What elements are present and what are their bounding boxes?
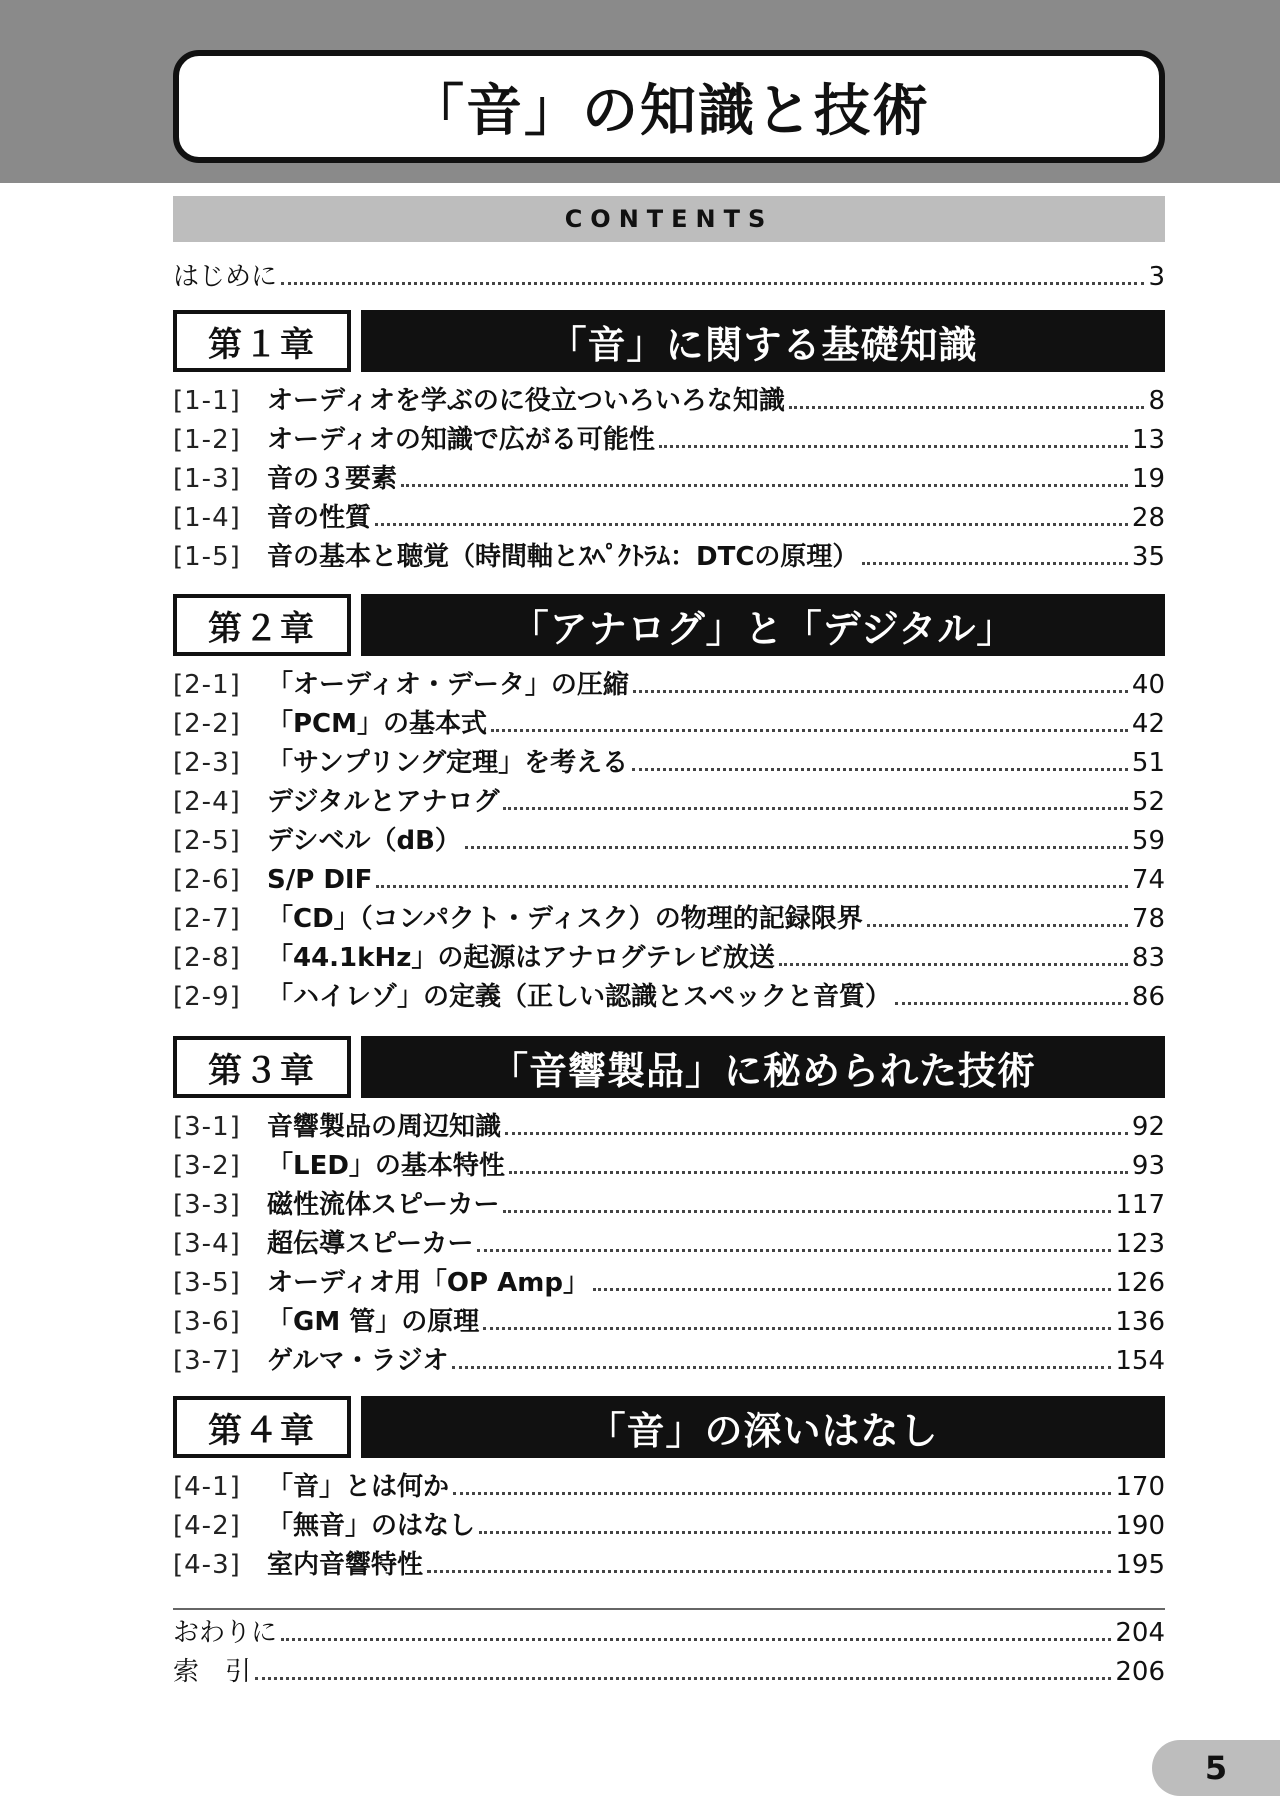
toc-entry[interactable] [173,859,1165,897]
toc-entry-title: デジタルとアナログ [267,787,500,817]
toc-entry[interactable] [173,1106,1165,1144]
toc-entry-title: 室内音響特性 [267,1550,424,1580]
chapter-1-label: 第１章 [173,310,351,372]
toc-entry-page: 28 [1131,503,1165,533]
toc-entry-number: [1-5] [173,542,241,572]
chapter-2-label: 第２章 [173,594,351,656]
toc-entry[interactable] [173,1262,1165,1300]
toc-entry[interactable] [173,820,1165,858]
toc-entry-title: 「ハイレゾ」の定義（正しい認識とスペックと音質） [267,982,892,1012]
dot-leader [376,885,1128,888]
toc-entry[interactable] [173,536,1165,574]
toc-entry-page: 74 [1131,865,1165,895]
toc-entry-title: オーディオを学ぶのに役立ついろいろな知識 [267,386,785,416]
toc-entry[interactable] [173,781,1165,819]
toc-entry-number: [1-3] [173,464,241,494]
dot-leader [633,690,1128,693]
toc-entry-title: S/P DIF [267,865,373,895]
dot-leader [895,1002,1128,1005]
chapter-3-label: 第３章 [173,1036,351,1098]
dot-leader [477,1249,1111,1252]
toc-entry-afterword[interactable] [173,1612,1165,1650]
toc-entry-page: 40 [1131,670,1165,700]
toc-entry-number: [4-2] [173,1511,241,1541]
toc-entry-title: 磁性流体スピーカー [267,1190,500,1220]
chapter-3-title: 「音響製品」に秘められた技術 [361,1036,1165,1098]
page-number: 5 [1204,1749,1228,1787]
toc-entry-title: 索 引 [173,1657,252,1687]
toc-entry-page: 126 [1115,1268,1165,1298]
toc-entry[interactable] [173,742,1165,780]
toc-entry-title: 「サンプリング定理」を考える [267,748,629,778]
toc-entry-title: 音の基本と聴覚（時間軸とｽﾍﾟｸﾄﾗﾑ：DTCの原理） [267,542,859,572]
dot-leader [483,1327,1111,1330]
toc-entry-title: 音の性質 [267,503,372,533]
chapter-1-header [173,310,1165,372]
toc-entry-number: [3-4] [173,1229,241,1259]
page-number-tab [1152,1740,1280,1796]
dot-leader [632,768,1128,771]
toc-entry-page: 51 [1131,748,1165,778]
toc-entry-title: ゲルマ・ラジオ [267,1346,449,1376]
toc-entry-number: [3-7] [173,1346,241,1376]
toc-entry-number: [4-3] [173,1550,241,1580]
toc-entry-number: [3-5] [173,1268,241,1298]
toc-entry-number: [4-1] [173,1472,241,1502]
dot-leader [401,484,1128,487]
chapter-1-title: 「音」に関する基礎知識 [361,310,1165,372]
chapter-3-header [173,1036,1165,1098]
toc-entry-page: 206 [1115,1657,1165,1687]
toc-entry-number: [2-6] [173,865,241,895]
toc-entry-page: 42 [1131,709,1165,739]
dot-leader [505,1132,1128,1135]
toc-entry-number: [2-4] [173,787,241,817]
dot-leader [453,1492,1111,1495]
chapter-2-title: 「アナログ」と「デジタル」 [361,594,1165,656]
toc-entry-title: オーディオ用「OP Amp」 [267,1268,589,1298]
toc-entry[interactable] [173,664,1165,702]
toc-entry[interactable] [173,380,1165,418]
toc-entry-title: 「無音」のはなし [267,1511,476,1541]
toc-entry-page: 136 [1115,1307,1165,1337]
toc-entry-page: 8 [1148,386,1165,416]
dot-leader [281,1638,1111,1641]
toc-entry[interactable] [173,497,1165,535]
dot-leader [255,1677,1111,1680]
toc-entry-page: 3 [1148,262,1165,292]
dot-leader [779,963,1128,966]
toc-entry-page: 83 [1131,943,1165,973]
toc-entry[interactable] [173,937,1165,975]
dot-leader [281,282,1144,285]
toc-entry-number: [2-8] [173,943,241,973]
toc-entry[interactable] [173,1505,1165,1543]
toc-entry-page: 52 [1131,787,1165,817]
toc-entry-page: 59 [1131,826,1165,856]
toc-entry-page: 92 [1131,1112,1165,1142]
dot-leader [503,1210,1111,1213]
toc-entry[interactable] [173,1184,1165,1222]
dot-leader [375,523,1128,526]
toc-entry-title: デシベル（dB） [267,826,461,856]
dot-leader [789,406,1145,409]
toc-entry-page: 170 [1115,1472,1165,1502]
dot-leader [465,846,1128,849]
toc-entry[interactable] [173,1145,1165,1183]
toc-entry-page: 13 [1131,425,1165,455]
toc-entry-title: 「音」とは何か [267,1472,450,1502]
contents-heading: CONTENTS [564,205,774,233]
toc-entry[interactable] [173,1544,1165,1582]
toc-entry-page: 93 [1131,1151,1165,1181]
dot-leader [452,1366,1111,1369]
toc-entry-number: [1-2] [173,425,241,455]
toc-entry-title: 「44.1kHz」の起源はアナログテレビ放送 [267,943,775,973]
toc-entry-title: 音響製品の周辺知識 [267,1112,502,1142]
dot-leader [503,807,1127,810]
toc-entry-page: 204 [1115,1618,1165,1648]
toc-entry-number: [2-5] [173,826,241,856]
toc-entry[interactable] [173,458,1165,496]
toc-entry[interactable] [173,1466,1165,1504]
dot-leader [427,1570,1111,1573]
toc-entry-number: [2-3] [173,748,241,778]
book-title: 「音」の知識と技術 [408,78,930,144]
toc-entry-title: 超伝導スピーカー [267,1229,474,1259]
toc-entry-title: 「LED」の基本特性 [267,1151,505,1181]
toc-entry-number: [2-1] [173,670,241,700]
chapter-2-header [173,594,1165,656]
dot-leader [867,924,1128,927]
chapter-4-title: 「音」の深いはなし [361,1396,1165,1458]
toc-entry-page: 154 [1115,1346,1165,1376]
toc-entry[interactable] [173,703,1165,741]
toc-entry-intro[interactable] [173,256,1165,294]
toc-entry-title: はじめに [173,262,278,292]
toc-entry-title: 「PCM」の基本式 [267,709,488,739]
toc-entry-title: 「GM 管」の原理 [267,1307,480,1337]
toc-entry-page: 78 [1131,904,1165,934]
toc-entry[interactable] [173,976,1165,1014]
toc-entry[interactable] [173,1301,1165,1339]
toc-entry-number: [2-2] [173,709,241,739]
dot-leader [593,1288,1111,1291]
toc-entry-number: [3-2] [173,1151,241,1181]
book-title-box [173,50,1165,163]
toc-entry-title: 「CD」（コンパクト・ディスク）の物理的記録限界 [267,904,863,934]
toc-entry-page: 86 [1131,982,1165,1012]
dot-leader [509,1171,1128,1174]
toc-entry-page: 117 [1115,1190,1165,1220]
toc-entry-number: [1-1] [173,386,241,416]
toc-entry[interactable] [173,419,1165,457]
toc-entry-number: [1-4] [173,503,241,533]
toc-entry-number: [2-7] [173,904,241,934]
chapter-4-label: 第４章 [173,1396,351,1458]
toc-entry[interactable] [173,898,1165,936]
chapter-4-header [173,1396,1165,1458]
toc-entry-title: オーディオの知識で広がる可能性 [267,425,655,455]
toc-entry-number: [2-9] [173,982,241,1012]
toc-entry-index[interactable] [173,1651,1165,1689]
toc-entry[interactable] [173,1223,1165,1261]
toc-entry-number: [3-1] [173,1112,241,1142]
toc-entry-title: おわりに [173,1618,278,1648]
dot-leader [491,729,1128,732]
toc-entry-page: 35 [1131,542,1165,572]
toc-entry-number: [3-3] [173,1190,241,1220]
contents-heading-bar [173,196,1165,242]
toc-entry-title: 音の３要素 [267,464,398,494]
dot-leader [862,562,1128,565]
toc-entry[interactable] [173,1340,1165,1378]
toc-entry-number: [3-6] [173,1307,241,1337]
toc-entry-page: 195 [1115,1550,1165,1580]
section-divider [173,1608,1165,1610]
toc-entry-page: 123 [1115,1229,1165,1259]
toc-entry-page: 19 [1131,464,1165,494]
dot-leader [479,1531,1111,1534]
dot-leader [659,445,1128,448]
toc-entry-page: 190 [1115,1511,1165,1541]
toc-entry-title: 「オーディオ・データ」の圧縮 [267,670,629,700]
